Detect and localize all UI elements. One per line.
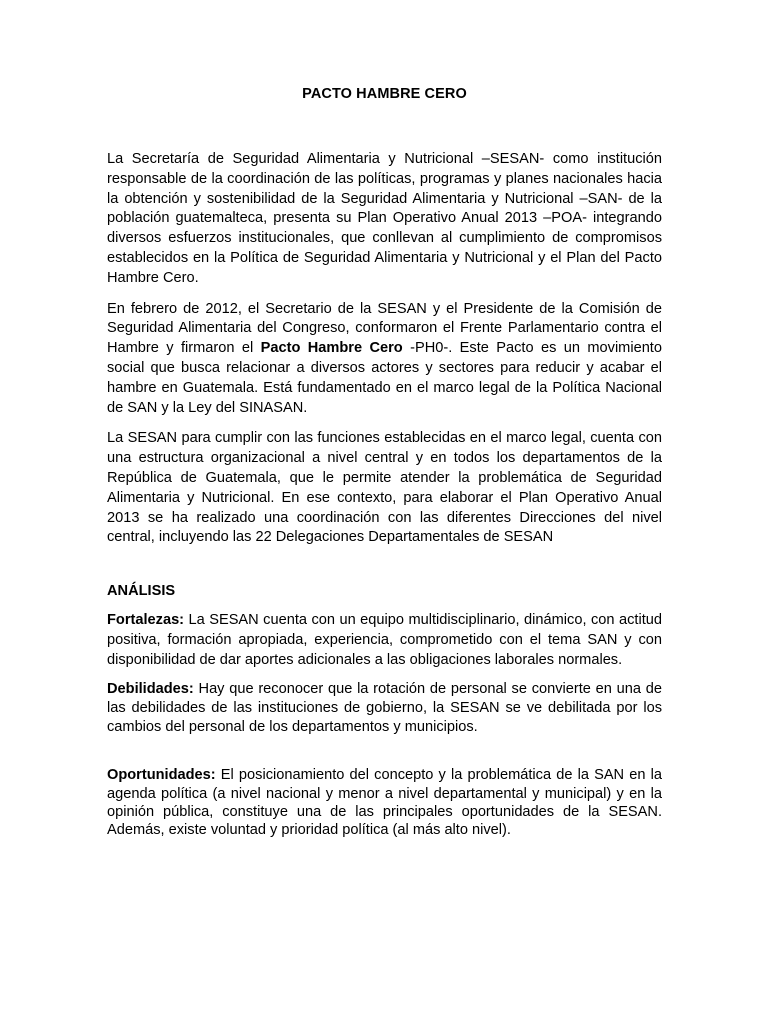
debilidades-label: Debilidades: bbox=[107, 681, 194, 698]
document-page bbox=[107, 86, 662, 840]
analysis-heading: ANÁLISIS bbox=[107, 583, 176, 600]
fortalezas-label: Fortalezas: bbox=[107, 611, 185, 628]
oportunidades-paragraph bbox=[107, 766, 662, 840]
oportunidades-label: Oportunidades: bbox=[107, 767, 216, 784]
pacto-paragraph-before: En febrero de 2012, el Secretario de la SESAN y el Presidente de la Comisión de Seguridad Alimentaria del Congreso, conformaron el Frente Parlamentario contra el Hambre y firmaron el bbox=[107, 300, 662, 357]
structure-paragraph: La SESAN para cumplir con las funciones establecidas en el marco legal, cuenta con una estructura organizacional a nivel central y en todos los departamentos de la República de Guatemala, que le permite atender la problemática de Seguridad Alimentaria y Nutricional. En ese contexto, para elaborar el Plan Operativo Anual 2013 se ha realizado una coordinación con las diferentes Direcciones del nivel central, incluyendo las 22 Delegaciones Departamentales de SESAN bbox=[107, 430, 662, 546]
fortalezas-paragraph bbox=[107, 611, 662, 670]
oportunidades-text: El posicionamiento del concepto y la problemática de la SAN en la agenda política (a nivel nacional y menor a nivel departamental y municipal) y en la opinión pública, constituye una de las principales oportunidades de la SESAN. Además, existe voluntad y prioridad política (al más alto nivel). bbox=[107, 767, 662, 839]
document-title: PACTO HAMBRE CERO bbox=[302, 86, 467, 102]
intro-paragraph: La Secretaría de Seguridad Alimentaria y Nutricional –SESAN- como institución responsable de la coordinación de las políticas, programas y planes nacionales hacia la obtención y sostenibilidad de la Seguridad Alimentaria y Nutricional –SAN- de la población guatemalteca, presenta su Plan Operativo Anual 2013 –POA- integrando diversos esfuerzos institucionales, que conllevan al cumplimiento de compromisos establecidos en la Política de Seguridad Alimentaria y Nutricional y el Plan del Pacto Hambre Cero. bbox=[107, 151, 662, 286]
pacto-paragraph bbox=[107, 300, 662, 419]
pacto-hambre-cero-bold: Pacto Hambre Cero bbox=[260, 340, 403, 357]
debilidades-text: Hay que reconocer que la rotación de personal se convierte en una de las debilidades de las instituciones de gobierno, la SESAN se ve debilitada por los cambios del personal de los departamentos y municipios. bbox=[107, 681, 662, 735]
pacto-paragraph-after: -PH0-. Este Pacto es un movimiento social que busca relacionar a diversos actores y sectores para reducir y acabar el hambre en Guatemala. Está fundamentado en el marco legal de la Política Nacional de SAN y la Ley del SINASAN. bbox=[107, 340, 662, 416]
fortalezas-text: La SESAN cuenta con un equipo multidisciplinario, dinámico, con actitud positiva, formación apropiada, experiencia, comprometido con el tema SAN y con disponibilidad de dar aportes adicionales a las obligaciones laborales normales. bbox=[107, 611, 662, 668]
debilidades-paragraph bbox=[107, 680, 662, 736]
